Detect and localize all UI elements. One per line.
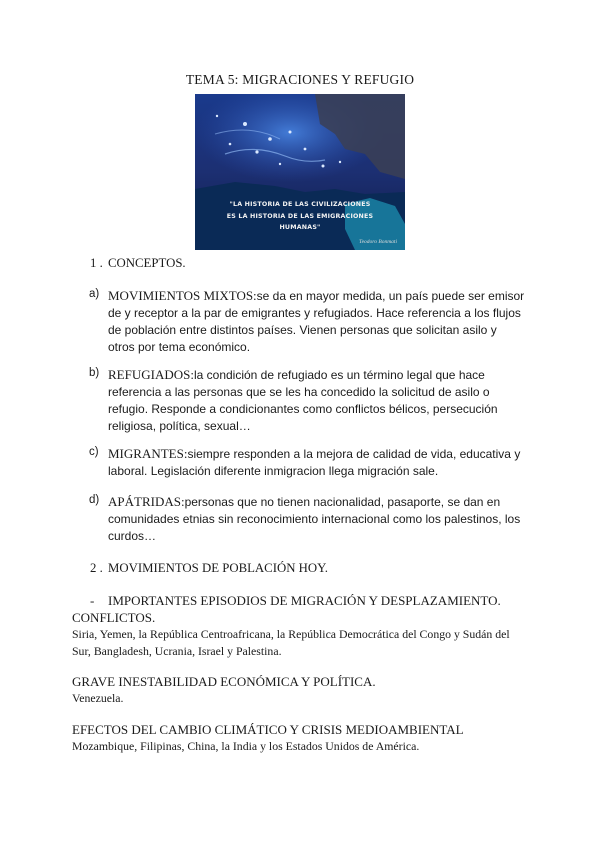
concept-term: MOVIMIENTOS MIXTOS: xyxy=(108,288,257,303)
group-line: Mozambique, Filipinas, China, la India y los Estados Unidos de América. xyxy=(72,739,420,753)
concept-item-mixtos xyxy=(108,287,528,356)
concept-term: REFUGIADOS: xyxy=(108,367,194,382)
list-marker: d) xyxy=(89,494,100,506)
concept-text-line: otros por tema económico. xyxy=(108,340,251,354)
image-quote-line-1: "LA HISTORIA DE LAS CIVILIZACIONES xyxy=(229,201,371,208)
concept-text-line: religiosa, política, sexual… xyxy=(108,419,251,433)
concept-text-line: de población entre distintos países. Vienen personas que solicitan asilo y xyxy=(108,323,497,337)
concept-text-line: se da en mayor medida, un país puede ser emisor xyxy=(256,289,525,303)
list-marker: b) xyxy=(89,367,100,379)
group-body-conflictos xyxy=(72,626,542,660)
concept-text-line: laboral. Legislación diferente inmigracion llega migración sale. xyxy=(108,464,439,478)
concept-term: APÁTRIDAS: xyxy=(108,494,185,509)
page-title: TEMA 5: MIGRACIONES Y REFUGIO xyxy=(185,72,415,87)
concept-text-line: de y receptor a la par de emigrantes y refugiados. Hace referencia a los flujos xyxy=(108,306,521,320)
section-title: CONCEPTOS. xyxy=(108,256,186,270)
image-author: Teodoro Bonmati xyxy=(359,239,397,245)
section-number: 1 . xyxy=(90,256,103,270)
concept-item-refugiados xyxy=(108,366,528,435)
image-quote-line-3: HUMANAS" xyxy=(279,224,321,231)
list-marker: c) xyxy=(89,446,99,458)
concept-item-apatridas xyxy=(108,493,528,545)
group-line: Siria, Yemen, la República Centroafricana, la República Democrática del Congo y Sudán del xyxy=(72,627,510,641)
concept-text-line: siempre responden a la mejora de calidad de vida, educativa y xyxy=(187,447,521,461)
concept-text-line: refugio. Responde a condicionantes como conflictos bélicos, persecución xyxy=(108,402,498,416)
concept-text-line: personas que no tienen nacionalidad, pasaporte, se dan en xyxy=(184,495,501,509)
group-line: Venezuela. xyxy=(72,691,124,705)
concept-text-line: la condición de refugiado es un término legal que hace xyxy=(193,368,485,382)
concept-text-line: referencia a las personas que se les ha concedido la solicitud de asilo o xyxy=(108,385,490,399)
section-number: 2 . xyxy=(90,561,103,575)
satellite-map-image xyxy=(195,94,405,250)
list-marker: a) xyxy=(89,288,100,300)
image-quote-line-2: ES LA HISTORIA DE LAS EMIGRACIONES xyxy=(226,213,374,220)
group-heading-inestabilidad: GRAVE INESTABILIDAD ECONÓMICA Y POLÍTICA. xyxy=(72,674,376,689)
concept-text-line: comunidades etnias sin reconocimiento internacional como los palestinos, los xyxy=(108,512,521,526)
subsection-title: IMPORTANTES EPISODIOS DE MIGRACIÓN Y DESPLAZAMIENTO. xyxy=(108,593,501,608)
section-title: MOVIMIENTOS DE POBLACIÓN HOY. xyxy=(108,561,328,575)
subsection-marker: - xyxy=(90,593,95,608)
concept-text-line: curdos… xyxy=(108,529,157,543)
group-heading-clima: EFECTOS DEL CAMBIO CLIMÁTICO Y CRISIS MEDIOAMBIENTAL xyxy=(72,722,464,737)
concept-term: MIGRANTES: xyxy=(108,446,188,461)
group-line: Sur, Bangladesh, Ucrania, Israel y Palestina. xyxy=(72,644,282,658)
group-heading-conflictos: CONFLICTOS. xyxy=(72,610,156,625)
concept-item-migrantes xyxy=(108,445,528,480)
